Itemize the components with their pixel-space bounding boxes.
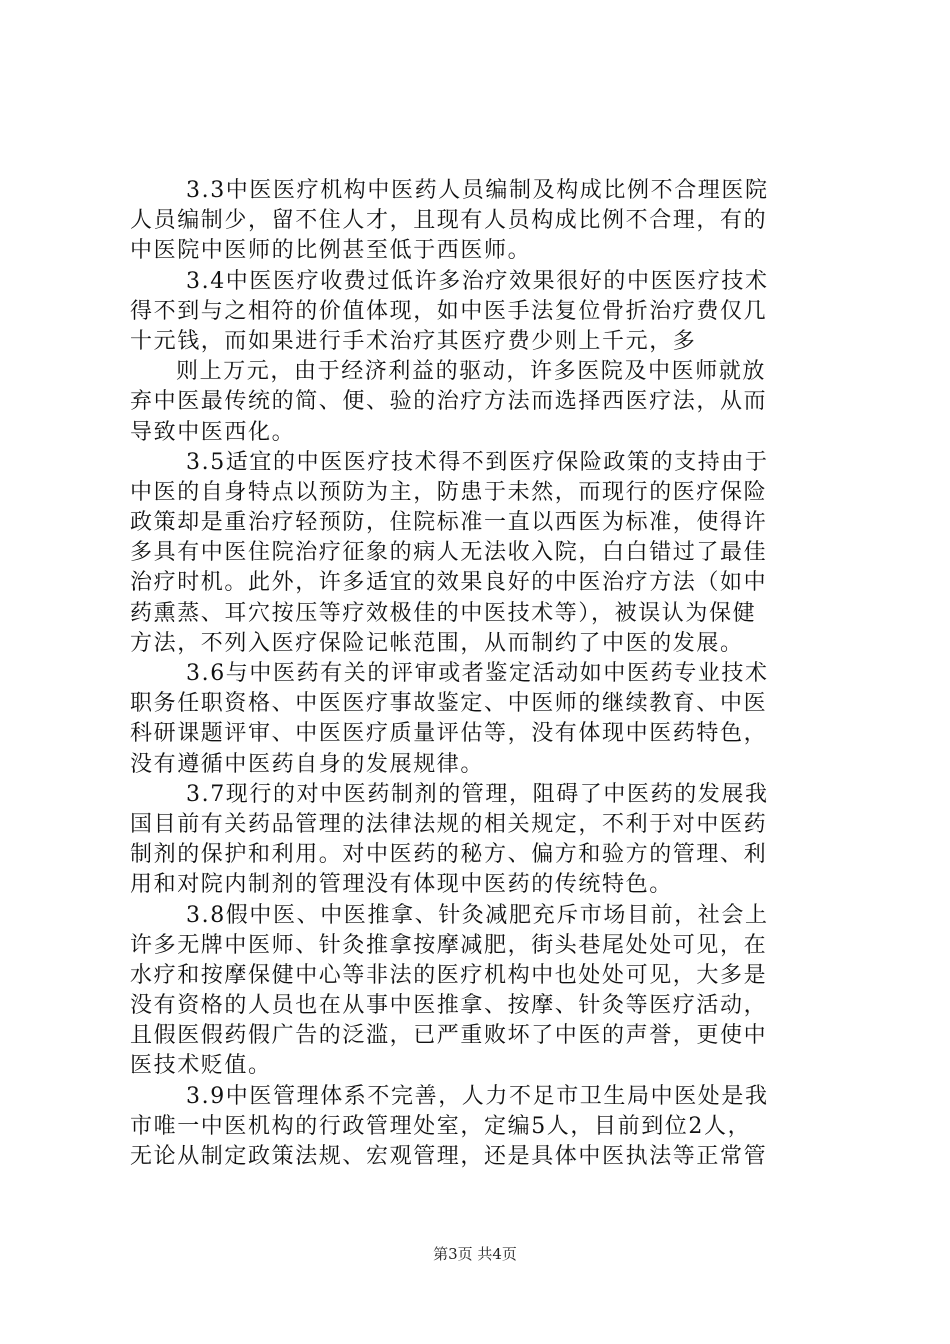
text-line: 市唯一中医机构的行政管理处室，定编5人，目前到位2人， (130, 1113, 752, 1139)
text-line: 弃中医最传统的简、便、验的治疗方法而选择西医疗法，从而 (130, 389, 768, 415)
text-line: 药熏蒸、耳穴按压等疗效极佳的中医技术等），被误认为保健 (130, 600, 757, 626)
text-line: 则上万元，由于经济利益的驱动，许多医院及中医师就放 (176, 359, 767, 385)
text-line: 水疗和按摩保健中心等非法的医疗机构中也处处可见，大多是 (130, 962, 768, 988)
text-line: 许多无牌中医师、针灸推拿按摩减肥，街头巷尾处处可见，在 (130, 932, 768, 958)
text-line: 职务任职资格、中医医疗事故鉴定、中医师的继续教育、中医 (130, 691, 768, 717)
text-line: 3.7现行的对中医药制剂的管理，阻碍了中医药的发展我 (186, 781, 769, 807)
text-line: 无论从制定政策法规、宏观管理，还是具体中医执法等正常管 (130, 1144, 768, 1169)
text-line: 中医院中医师的比例甚至低于西医师。 (130, 238, 532, 264)
text-line: 政策却是重治疗轻预防，住院标准一直以西医为标准，使得许 (130, 510, 768, 536)
text-line: 多具有中医住院治疗征象的病人无法收入院，白白错过了最佳 (130, 540, 768, 566)
text-line: 医技术贬值。 (130, 1053, 272, 1079)
text-line: 中医的自身特点以预防为主，防患于未然，而现行的医疗保险 (130, 479, 768, 505)
text-line: 没有资格的人员也在从事中医推拿、按摩、针灸等医疗活动， (130, 993, 768, 1019)
text-line: 3.3中医医疗机构中医药人员编制及构成比例不合理医院 (186, 178, 769, 203)
text-line: 方法，不列入医疗保险记帐范围，从而制约了中医的发展。 (130, 630, 744, 656)
paragraph (130, 780, 830, 901)
paragraph (130, 901, 830, 1082)
text-line: 人员编制少，留不住人才，且现有人员构成比例不合理，有的 (130, 208, 768, 234)
text-line: 3.9中医管理体系不完善，人力不足市卫生局中医处是我 (186, 1083, 769, 1109)
paragraph (130, 1082, 830, 1173)
paragraph (130, 267, 830, 358)
paragraph (130, 448, 830, 659)
paragraph (130, 176, 830, 267)
text-line: 用和对院内制剂的管理没有体现中医药的传统特色。 (130, 872, 673, 898)
text-line: 3.4中医医疗收费过低许多治疗效果很好的中医医疗技术 (186, 268, 769, 294)
paragraph (130, 659, 830, 780)
document-body (130, 176, 830, 1172)
paragraph (130, 357, 830, 448)
page-footer: 第3页 共4页 (433, 1245, 517, 1263)
text-line: 治疗时机。此外，许多适宜的效果良好的中医治疗方法（如中 (130, 570, 768, 596)
text-line: 国目前有关药品管理的法律法规的相关规定，不利于对中医药 (130, 811, 768, 837)
text-line: 3.6与中医药有关的评审或者鉴定活动如中医药专业技术 (186, 661, 769, 686)
text-line: 制剂的保护和利用。对中医药的秘方、偏方和验方的管理、利 (130, 842, 768, 868)
text-line: 得不到与之相符的价值体现，如中医手法复位骨折治疗费仅几 (130, 298, 768, 324)
text-line: 没有遵循中医药自身的发展规律。 (130, 751, 485, 777)
text-line: 且假医假药假广告的泛滥，已严重败坏了中医的声誉，更使中 (130, 1023, 768, 1049)
text-line: 3.8假中医、中医推拿、针灸减肥充斥市场目前，社会上 (186, 902, 769, 928)
text-line: 3.5适宜的中医医疗技术得不到医疗保险政策的支持由于 (186, 449, 769, 475)
text-line: 科研课题评审、中医医疗质量评估等，没有体现中医药特色， (130, 721, 768, 747)
text-line: 十元钱，而如果进行手术治疗其医疗费少则上千元，多 (130, 328, 697, 354)
text-line: 导致中医西化。 (130, 419, 296, 445)
